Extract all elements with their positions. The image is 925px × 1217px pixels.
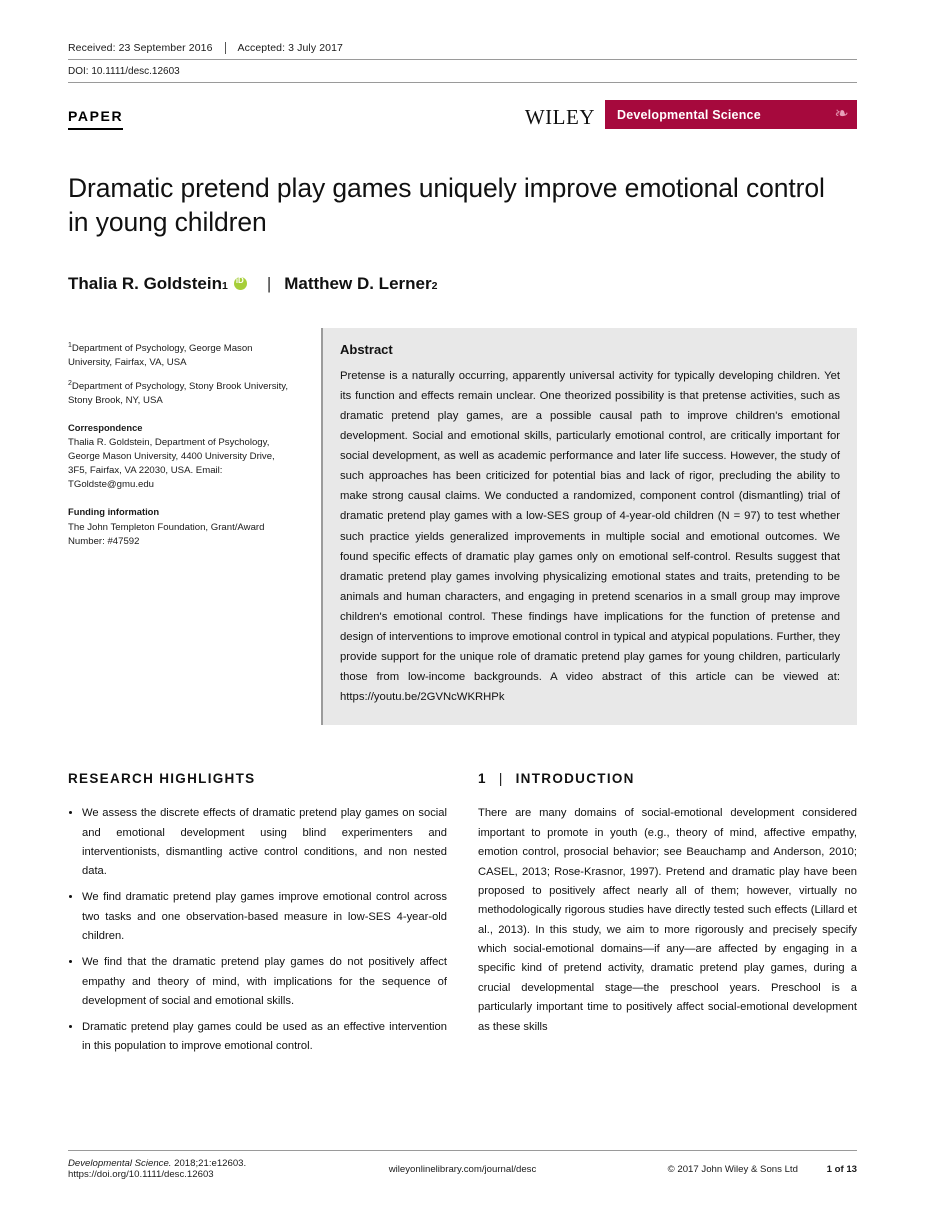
abstract-box: [321, 328, 857, 726]
author-separator: |: [266, 273, 272, 293]
page-content: [68, 42, 857, 1064]
author-2-affil-marker: 2: [431, 279, 438, 292]
correspondence-heading: Correspondence: [68, 421, 143, 433]
list-item: • Dramatic pretend play games could be used as an effective intervention in this population to improve emotional control.: [82, 1018, 447, 1057]
research-highlights-heading: RESEARCH HIGHLIGHTS: [68, 771, 256, 787]
correspondence-text: Thalia R. Goldstein, Department of Psychology, George Mason University, 4400 University Drive, 3F5, Fairfax, VA 22030, USA. Email: TGoldste@gmu.edu: [68, 437, 275, 491]
section-title: INTRODUCTION: [515, 771, 635, 787]
author-2-name: Matthew D. Lerner: [284, 273, 432, 293]
footer-doi-link[interactable]: https://doi.org/10.1111/desc.12603: [68, 1169, 214, 1180]
author-1-name: Thalia R. Goldstein: [68, 273, 222, 293]
received-date: Received: 23 September 2016: [68, 42, 213, 54]
author-1-affil-marker: 1: [221, 279, 228, 292]
affiliation-1: $^1$Department of Psychology, George Mason University, Fairfax, VA, USA: [68, 341, 253, 368]
page-number: 1 of 13: [826, 1164, 857, 1175]
introduction-heading: [478, 771, 857, 786]
funding-heading: Funding information: [68, 506, 160, 518]
publisher-logo: WILEY: [524, 105, 595, 129]
footer-citation: Developmental Science. 2018;21:e12603.: [68, 1158, 247, 1169]
list-item: • We find dramatic pretend play games improve emotional control across two tasks and one observation-based measure in low-SES 4-year-old children.: [82, 888, 447, 946]
right-column: [478, 771, 857, 1063]
abstract-heading: Abstract: [340, 341, 393, 357]
journal-badge: [605, 100, 857, 129]
research-highlights-list: [68, 804, 447, 1056]
list-item: • We find that the dramatic pretend play games do not positively affect empathy and theory of mind, with implications for the sequence of development of social and emotional skills.: [82, 953, 447, 1011]
list-item: • We assess the discrete effects of dramatic pretend play games on social and emotional development using blind experimenters and interventionists, dismantling active control conditions, and non nested data.: [82, 804, 447, 881]
footer-row: [68, 1158, 857, 1180]
section-bar: |: [498, 771, 504, 787]
affiliations-block: [68, 328, 296, 558]
page-title: Dramatic pretend play games uniquely improve emotional control in young children: [68, 173, 825, 237]
doi-text: DOI: 10.1111/desc.12603: [68, 66, 180, 77]
footer-copyright: © 2017 John Wiley & Sons Ltd: [667, 1164, 798, 1175]
footer-left: [68, 1158, 318, 1180]
received-accepted-line: [68, 42, 857, 59]
abstract-text: Pretense is a naturally occurring, apparently universal activity for typically developing children. Yet its function and effects remain unclear. One theorized possibility is that pretense activities, such as dramatic pretend play games, are a possible causal path to improve children's emotional development. Social and emotional skills, particularly emotional control, are critically important for social development, as well as academic performance and later life success. However, the study of such approaches has been criticized for potential bias and lack of rigor, precluding the ability to make strong causal claims. We conducted a randomized, component control (dismantling) trial of dramatic pretend play games with a low-SES group of 4-year-old children (N = 97) to test whether such practice yields generalized improvements in multiple social and emotional outcomes. We found specific effects of dramatic play games only on emotional self-control. Results suggest that dramatic pretend play games involving physicalizing emotional states and traits, pretending to be animals and human characters, and engaging in pretend scenarios in a small group may improve children's emotional control. These findings have implications for the function of pretense and design of interventions to improve emotional control in typical and atypical populations. Further, they provide support for the unique role of dramatic pretend play games for young children, particularly those from low-income backgrounds. A video abstract of this article can be viewed at: https://youtu.be/2GVNcWKRHPk: [340, 369, 840, 704]
journal-badge-label: Developmental Science: [617, 107, 761, 122]
left-column: [68, 771, 447, 1063]
funding-text: The John Templeton Foundation, Grant/Award Number: #47592: [68, 521, 265, 547]
affiliation-2: $^2$Department of Psychology, Stony Brook University, Stony Brook, NY, USA: [68, 379, 289, 406]
footer-right: [607, 1158, 857, 1180]
page-footer: [68, 1150, 857, 1180]
paper-type-label: PAPER: [68, 108, 123, 130]
paper-type-row: [68, 94, 857, 146]
journal-flourish-icon: ❧: [834, 104, 849, 124]
divider: [225, 42, 226, 54]
author-list: [68, 274, 857, 294]
introduction-text: There are many domains of social-emotional development considered important to promote in youth (e.g., theory of mind, affective empathy, emotion control, prosocial behavior; see Beauchamp and Anderson, 2010; CASEL, 2013; Rose-Krasnor, 1997). Pretend and dramatic play have been proposed to positively affect nearly all of them; however, virtually no methodologically rigorous studies have directly tested such effects (Lillard et al., 2013). In this study, we aim to more rigorously and precisely specify which social-emotional domains—if any—are affected by engaging in a specific kind of pretend activity, dramatic pretend play games, during a crucial developmental stage—the preschool years. Preschool is a particularly important time to positively affect social-emotional development as these skills: [478, 807, 857, 1033]
body-columns: [68, 771, 857, 1063]
footer-site-link[interactable]: wileyonlinelibrary.com/journal/desc: [388, 1164, 537, 1175]
orcid-icon[interactable]: [234, 277, 247, 290]
affiliation-abstract-row: [68, 328, 857, 726]
rule-under-doi: [68, 82, 857, 83]
accepted-date: Accepted: 3 July 2017: [237, 42, 343, 54]
section-number: 1: [478, 771, 487, 787]
footer-rule: [68, 1150, 857, 1151]
